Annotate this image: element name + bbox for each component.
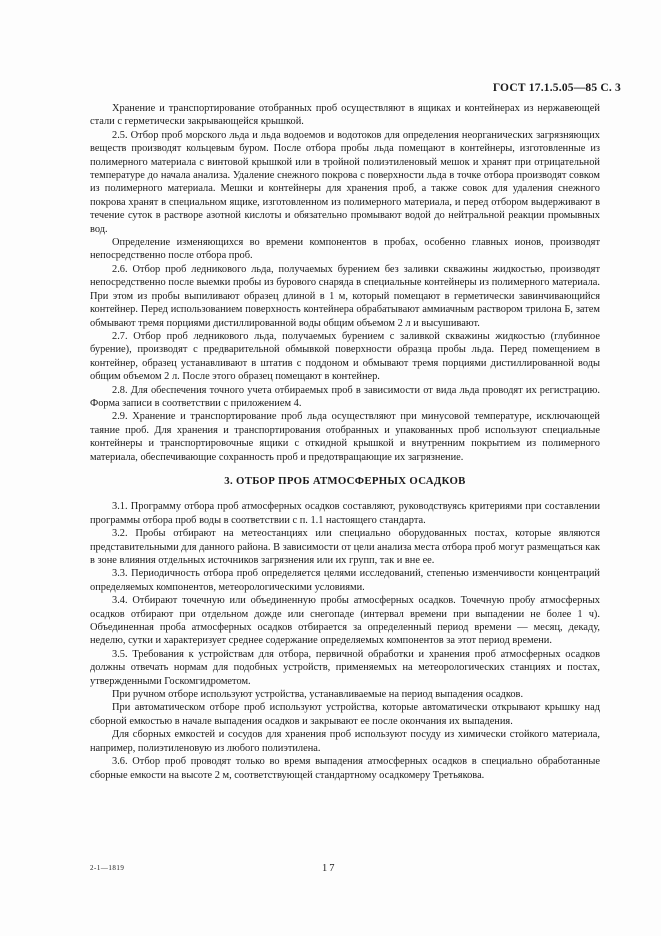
paragraph: Определение изменяющихся во времени компонентов в пробах, особенно главных ионов, производят непосредственно после отбора проб. (90, 237, 600, 262)
paragraph: При автоматическом отборе проб используют устройства, которые автоматически открывают крышку над сборной емкостью в начале выпадения осадков и закрывают ее после окончания их выпадения. (90, 702, 600, 727)
paragraph: 3.5. Требования к устройствам для отбора, первичной обработки и хранения проб атмосферных осадков должны отвечать нормам для подобных устройств, применяемых на метеорологических станциях и постах, утвержденными Госкомгидрометом. (90, 648, 600, 687)
paragraph: При ручном отборе используют устройства, устанавливаемые на период выпадения осадков. (112, 689, 524, 701)
paragraph: 2.5. Отбор проб морского льда и льда водоемов и водотоков для определения неорганических загрязняющих веществ производят кольцевым буром. После отбора пробы льда помещают в контейнеры, изготовленные из полимерного материала с винтовой крышкой или в тройной полиэтиленовый мешок и хранят при отрицательной температуре до начала анализа. Удаление снежного покрова с поверхности льда в точке отбора производят совком из полимерного материала. Мешки и контейнеры для хранения проб, а также совок для удаления снежного покрова хранят в специальном ящике, изготовленном из полимерного материала, и перед отбором выдерживают в течение суток в растворе азотной кислоты и обязательно промывают водой до нейтральной реакции промывных вод. (90, 129, 600, 235)
paragraph: 2.7. Отбор проб ледникового льда, получаемых бурением с заливкой скважины жидкостью (глубинное бурение), производят с предварительной обмывкой поверхности образца пробы льда. Перед помещением в контейнер, образец устанавливают в штатив с поддоном и обмывают тремя порциями дистиллированной воды общим объемом 2 л. После этого образец помещают в контейнер. (90, 330, 600, 383)
paragraph: 2.9. Хранение и транспортирование проб льда осуществляют при минусовой температуре, исключающей таяние проб. Для хранения и транспортирования отобранных и упакованных проб используют специальные контейнеры и транспортировочные ящики с откидной крышкой и внутренним покрытием из полимерного материала, обеспечивающие сохранность проб и предотвращающие их загрязнение. (90, 411, 600, 463)
document-body (90, 102, 600, 782)
print-code: 2-1—1819 (90, 864, 125, 872)
paragraph: 2.8. Для обеспечения точного учета отбираемых проб в зависимости от вида льда проводят их регистрацию. Форма записи в соответствии с приложением 4. (90, 384, 600, 409)
paragraph: 3.4. Отбирают точечную или объединенную пробы атмосферных осадков. Точечную пробу атмосферных осадков отбирают при отдельном дожде или снегопаде (интервал времени при выпадении не более 1 ч). Объединенная проба атмосферных осадков отбирается за определенный период времени — месяц, декаду, неделю, сутки и характеризует среднее содержание определяемых компонентов за этот период времени. (90, 595, 600, 647)
paragraph: 3.1. Программу отбора проб атмосферных осадков составляют, руководствуясь критериями при составлении программы отбора проб воды в соответствии с п. 1.1 настоящего стандарта. (90, 501, 600, 526)
page-number: 17 (322, 863, 337, 874)
paragraph: Хранение и транспортирование отобранных проб осуществляют в ящиках и контейнерах из нержавеющей стали с герметически закрывающейся крышкой. (90, 103, 600, 128)
paragraph: Для сборных емкостей и сосудов для хранения проб используют посуду из химически стойкого материала, например, полиэтиленовую из любого полиэтилена. (90, 729, 600, 754)
paragraph: 2.6. Отбор проб ледникового льда, получаемых бурением без заливки скважины жидкостью, производят непосредственно после выемки пробы из бурового снаряда в специальные контейнеры из полимерного материала. При этом из пробы выпиливают образец длиной в 1 м, который помещают в герметически завинчивающийся контейнер. Перед использованием поверхность контейнера обрабатывают аммиачным раствором трилона Б, затем обмывают тремя порциями дистиллированной воды общим объемом 2 л и высушивают. (90, 263, 600, 329)
paragraph: 3.2. Пробы отбирают на метеостанциях или специально оборудованных постах, которые являются представительными для данного района. В зависимости от цели анализа места отбора проб могут размещаться как в зоне влияния отдельных источников загрязнения или их групп, так и вне ее. (90, 528, 600, 566)
paragraph: 3.3. Периодичность отбора проб определяется целями исследований, степенью изменчивости концентраций определяемых компонентов, метеорологическими условиями. (90, 568, 600, 593)
paragraph: 3.6. Отбор проб проводят только во время выпадения атмосферных осадков в специально обработанные сборные емкости на высоте 2 м, соответствующей стандартному осадкомеру Третьякова. (90, 756, 600, 781)
section-heading: 3. ОТБОР ПРОБ АТМОСФЕРНЫХ ОСАДКОВ (224, 474, 466, 487)
standard-header: ГОСТ 17.1.5.05—85 С. 3 (492, 82, 621, 94)
